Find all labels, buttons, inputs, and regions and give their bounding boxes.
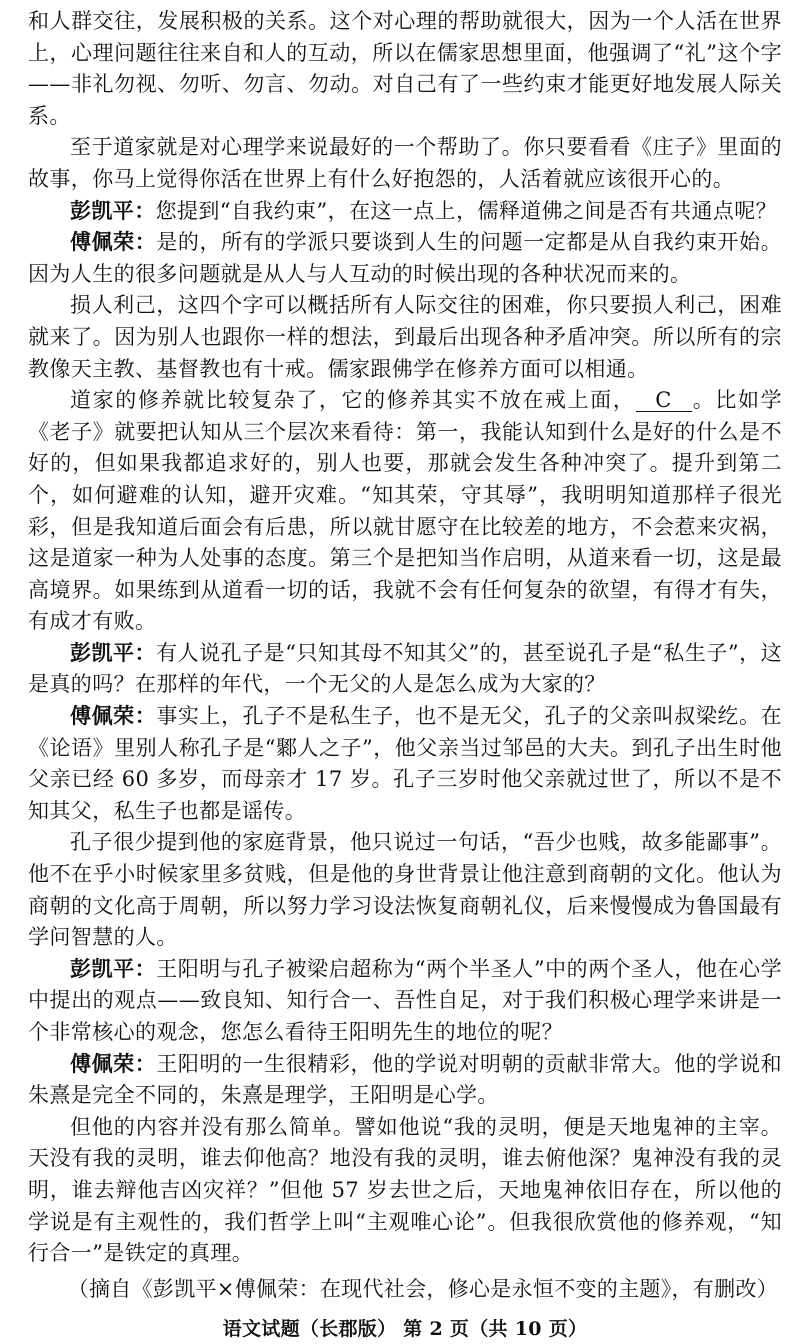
dialogue-paragraph: [28, 1049, 782, 1112]
paragraph-text: 王阳明与孔子被梁启超称为“两个半圣人”中的两个圣人，他在心学中提出的观点——致良知、知行合一、吾性自足，对于我们积极心理学来讲是一个非常核心的观念，您怎么看待王阳明先生的地位的呢？: [28, 956, 782, 1044]
paragraph-text: 孔子很少提到他的家庭背景，他只说过一句话，“吾少也贱，故多能鄙事”。他不在乎小时候家里多贫贱，但是他的身世背景让他注意到商朝的文化。他认为商朝的文化高于周朝，所以努力学习设法恢复商朝礼仪，后来慢慢成为鲁国最有学问智慧的人。: [28, 830, 782, 950]
dialogue-paragraph: [28, 701, 782, 827]
paragraph-text: 有人说孔子是“只知其母不知其父”的，甚至说孔子是“私生子”，这是真的吗？在那样的年代，一个无父的人是怎么成为大家的？: [28, 640, 782, 697]
paragraph-text: 王阳明的一生很精彩，他的学说对明朝的贡献非常大。他的学说和朱熹是完全不同的，朱熹是理学，王阳明是心学。: [28, 1051, 782, 1108]
paragraph-text: 但他的内容并没有那么简单。譬如他说“我的灵明，便是天地鬼神的主宰。天没有我的灵明，谁去仰他高？地没有我的灵明，谁去俯他深？鬼神没有我的灵明，谁去辩他吉凶灾祥？”但他 57 岁去世之后，天地鬼神依旧存在，所以他的学说是有主观性的，我们哲学上叫“主观唯心论”。但我很欣赏他的修养观，“知行合一”是铁定的真理。: [28, 1114, 782, 1266]
paragraph-text: 您提到“自我约束”，在这一点上，儒释道佛之间是否有共通点呢？: [155, 198, 778, 223]
paragraph-text: 和人群交往，发展积极的关系。这个对心理的帮助就很大，因为一个人活在世界上，心理问题往往来自和人的互动，所以在儒家思想里面，他强调了“礼”这个字——非礼勿视、勿听、勿言、勿动。对自己有了一些约束才能更好地发展人际关系。: [28, 9, 782, 128]
paragraph: [28, 132, 782, 195]
paragraph-text: 事实上，孔子不是私生子，也不是无父，孔子的父亲叫叔梁纥。在《论语》里别人称孔子是“鄹人之子”，他父亲当过邹邑的大夫。到孔子出生时他父亲已经 60 多岁，而母亲才 17 岁。孔子三岁时他父亲就过世了，所以不是不知其父，私生子也都是谣传。: [28, 704, 782, 823]
dialogue-paragraph: [28, 954, 782, 1049]
paragraph: [28, 290, 782, 385]
dialogue-paragraph: [28, 227, 782, 290]
dialogue-paragraph: [28, 638, 782, 701]
paragraph: [28, 1112, 782, 1270]
speaker-name: 彭凯平：: [70, 640, 157, 665]
paragraph: [28, 6, 782, 132]
dialogue-paragraph: [28, 196, 782, 228]
page-footer: 语文试题（长郡版） 第 2 页（共 10 页）: [222, 1317, 588, 1340]
paragraph-text: 道家的修养就比较复杂了，它的修养其实不放在戒上面，: [70, 388, 636, 413]
paragraph: [28, 385, 782, 638]
speaker-name: 彭凯平：: [70, 198, 156, 223]
article-body: [28, 6, 782, 1270]
paragraph: [28, 827, 782, 953]
paragraph-text: 是的，所有的学派只要谈到人生的问题一定都是从自我约束开始。因为人生的很多问题就是从人与人互动的时候出现的各种状况而来的。: [28, 230, 782, 286]
source-citation: （摘自《彭凯平×傅佩荣：在现代社会，修心是永恒不变的主题》，有删改）: [67, 1276, 778, 1301]
speaker-name: 傅佩荣：: [70, 230, 157, 255]
paragraph-text: 损人利己，这四个字可以概括所有人际交往的困难，你只要损人利己，困难就来了。因为别人也跟你一样的想法，到最后出现各种矛盾冲突。所以所有的宗教像天主教、基督教也有十戒。儒家跟佛学在修养方面可以相通。: [28, 293, 782, 381]
answer-blank: C: [636, 389, 692, 412]
speaker-name: 彭凯平：: [70, 956, 157, 981]
speaker-name: 傅佩荣：: [70, 704, 157, 729]
paragraph-text: 。比如学《老子》就要把认知从三个层次来看待：第一，我能认知到什么是好的什么是不好的，但如果我都追求好的，别人也要，那就会发生各种冲突了。提升到第二个，如何避难的认知，避开灾难。“知其荣，守其辱”，我明明知道那样子很光彩，但是我知道后面会有后患，所以就甘愿守在比较差的地方，不会惹来灾祸，这是道家一种为人处事的态度。第三个是把知当作启明，从道来看一切，这是最高境界。如果练到从道看一切的话，我就不会有任何复杂的欲望，有得才有失，有成才有败。: [28, 388, 782, 634]
paragraph-text: 至于道家就是对心理学来说最好的一个帮助了。你只要看看《庄子》里面的故事，你马上觉得你活在世界上有什么好抱怨的，人活着就应该很开心的。: [28, 135, 782, 191]
speaker-name: 傅佩荣：: [70, 1051, 157, 1076]
